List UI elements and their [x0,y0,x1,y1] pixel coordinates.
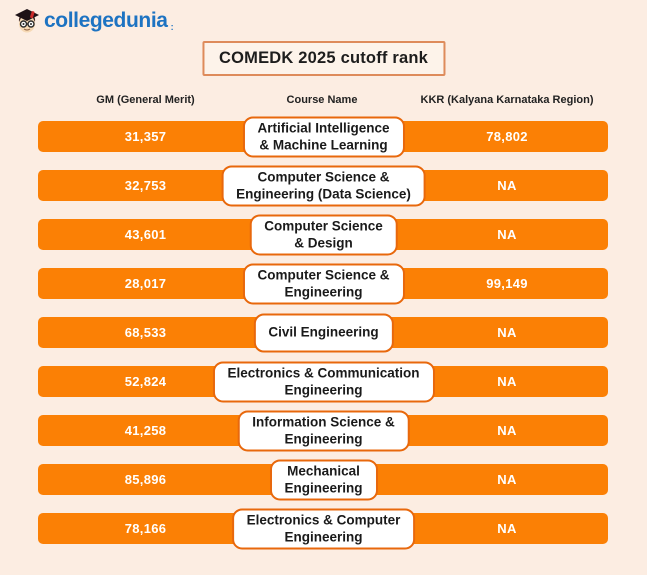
kkr-value: NA [497,521,517,536]
kkr-value: 78,802 [486,129,528,144]
course-name-line: Computer Science & [257,168,390,184]
course-name-line: Engineering [284,382,363,398]
course-name-box [242,116,404,157]
gm-value: 28,017 [124,276,167,291]
course-name-box [253,313,393,352]
gm-value: 41,258 [124,423,167,438]
course-name-line: & Design [294,235,353,251]
course-name-line: & Machine Learning [259,137,388,153]
gm-value: 32,753 [124,178,167,193]
course-name-box [269,459,377,500]
table-row [0,504,647,553]
kkr-value: 99,149 [486,276,528,291]
page-title: COMEDK 2025 cutoff rank [218,49,429,67]
gm-value: 85,896 [124,472,167,487]
table-row [0,259,647,308]
collegedunia-mascot-icon [13,6,41,34]
course-name-line: Information Science & [252,413,395,429]
collegedunia-logo [13,6,174,34]
kkr-value: NA [497,472,517,487]
kkr-value: NA [497,423,517,438]
column-header-kkr: KKR (Kalyana Karnataka Region) [420,94,594,106]
gm-value: 43,601 [124,227,167,242]
course-name-line: Mechanical [287,462,360,478]
course-name-box [221,165,426,206]
gm-value: 31,357 [124,129,167,144]
course-name-line: Electronics & Computer [246,511,401,527]
logo-brand-text: collegedunia [44,8,168,32]
table-row [0,308,647,357]
course-name-line: Engineering (Data Science) [236,186,411,202]
course-name-line: Electronics & Communication [227,364,420,380]
table-row [0,406,647,455]
course-name-line: Artificial Intelligence [257,119,390,135]
course-name-line: Computer Science [264,217,383,233]
cutoff-table [0,112,647,553]
table-row [0,357,647,406]
course-name-line: Engineering [284,284,363,300]
table-row [0,210,647,259]
table-row [0,455,647,504]
course-name-box [249,214,398,255]
page-title-box [202,41,445,76]
table-row [0,161,647,210]
gm-value: 68,533 [124,325,167,340]
course-name-line: Computer Science & [257,266,390,282]
course-name-line: Engineering [284,431,363,447]
kkr-value: NA [497,178,517,193]
column-headers [0,94,647,110]
course-name-box [232,508,416,549]
course-name-line: Engineering [284,480,363,496]
column-header-gm: GM (General Merit) [96,94,195,106]
column-header-course: Course Name [286,94,358,106]
course-name-box [237,410,410,451]
kkr-value: NA [497,325,517,340]
table-row [0,112,647,161]
course-name-box [212,361,434,402]
gm-value: 78,166 [124,521,167,536]
gm-value: 52,824 [124,374,167,389]
course-name-line: Engineering [284,529,363,545]
kkr-value: NA [497,227,517,242]
course-name-box [242,263,404,304]
logo-mark: : [170,22,174,32]
kkr-value: NA [497,374,517,389]
course-name-line: Civil Engineering [268,324,379,340]
